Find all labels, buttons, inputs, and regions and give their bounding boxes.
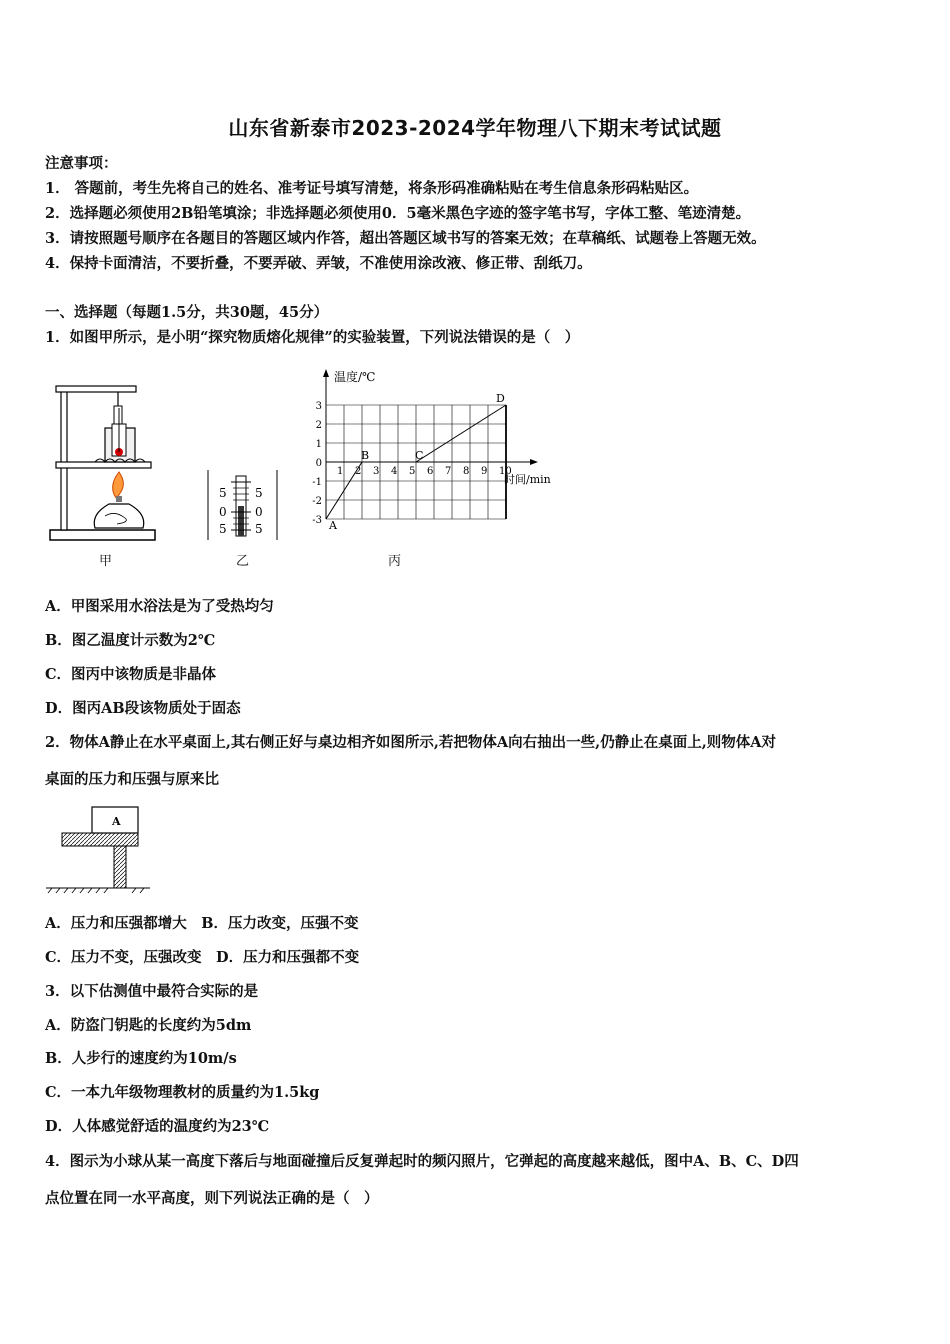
- q1-option-b: B．图乙温度计示数为2℃: [45, 632, 216, 649]
- notice-heading: 注意事项：: [45, 155, 118, 172]
- tick-right-top: 5: [255, 486, 263, 500]
- y-tick-label: 1: [315, 439, 322, 450]
- figure-caption-jia: 甲: [99, 554, 113, 569]
- x-axis-label: 时间/min: [504, 473, 551, 486]
- page-title: 山东省新泰市2023-2024学年物理八下期末考试试题: [228, 116, 722, 140]
- x-tick-label: 5: [409, 466, 416, 477]
- x-tick-label: 4: [391, 466, 398, 477]
- y-tick-label: 2: [315, 420, 322, 431]
- question-3-stem: 3．以下估测值中最符合实际的是: [45, 983, 259, 1000]
- q3-option-a: A．防盗门钥匙的长度约为5dm: [45, 1017, 252, 1034]
- x-axis-arrow: [530, 459, 538, 465]
- figure-caption-yi: 乙: [236, 554, 250, 569]
- q1-option-c: C．图丙中该物质是非晶体: [45, 666, 217, 683]
- x-tick-label: 9: [481, 466, 488, 477]
- x-tick-label: 7: [445, 466, 452, 477]
- question-1-stem: 1．如图甲所示，是小明“探究物质熔化规律”的实验装置，下列说法错误的是（ ）: [45, 329, 580, 346]
- figure-caption-bing: 丙: [388, 554, 402, 569]
- thermometer-figure: [205, 468, 280, 543]
- tick-left-bottom: 5: [219, 522, 227, 536]
- question-4-stem: 4．图示为小球从某一高度下落后与地面碰撞后反复弹起时的频闪照片，它弹起的高度越来越低，图中A、B、C、D四: [45, 1153, 799, 1170]
- y-tick-label: -2: [312, 496, 322, 507]
- y-axis-label: 温度/℃: [334, 370, 376, 384]
- apparatus-figure: [50, 378, 165, 543]
- y-tick-label: -1: [312, 477, 322, 488]
- tick-left-top: 5: [219, 486, 227, 500]
- q1-option-a: A．甲图采用水浴法是为了受热均匀: [45, 598, 274, 615]
- point-label: D: [496, 392, 505, 405]
- section-heading: 一、选择题（每题1.5分，共30题，45分）: [45, 304, 329, 321]
- y-tick-label: 3: [315, 401, 322, 412]
- notice-item: 2．选择题必须使用2B铅笔填涂；非选择题必须使用0．5毫米黑色字迹的签字笔书写，字体工整、笔迹清楚。: [45, 205, 751, 222]
- q3-option-d: D．人体感觉舒适的温度约为23℃: [45, 1118, 270, 1135]
- y-axis-arrow: [323, 369, 329, 377]
- tick-right-mid: 0: [255, 505, 263, 519]
- y-tick-label: -3: [312, 515, 322, 526]
- x-tick-label: 6: [427, 466, 434, 477]
- q3-option-b: B．人步行的速度约为10m/s: [45, 1050, 237, 1067]
- x-tick-label: 2: [355, 466, 362, 477]
- notice-item: 1． 答题前，考生先将自己的姓名、准考证号填写清楚，将条形码准确粘贴在考生信息条形码粘贴区。: [45, 180, 699, 197]
- y-tick-label: 0: [315, 458, 322, 469]
- tick-right-bottom: 5: [255, 522, 263, 536]
- point-label: C: [415, 449, 424, 462]
- x-tick-label: 8: [463, 466, 470, 477]
- question-4-stem-cont: 点位置在同一水平高度，则下列说法正确的是（ ）: [45, 1190, 379, 1207]
- point-label: A: [329, 519, 337, 532]
- x-tick-label: 10: [499, 466, 512, 477]
- question-2-stem: 2．物体A静止在水平桌面上,其右侧正好与桌边相齐如图所示,若把物体A向右抽出一些,仍静止在桌面上,则物体A对: [45, 734, 777, 751]
- x-tick-label: 1: [337, 466, 344, 477]
- notice-item: 3．请按照题号顺序在各题目的答题区域内作答，超出答题区域书写的答案无效；在草稿纸、试题卷上答题无效。: [45, 230, 766, 247]
- q3-option-c: C．一本九年级物理教材的质量约为1.5kg: [45, 1084, 320, 1101]
- point-label: B: [361, 449, 370, 462]
- temperature-time-chart: [308, 365, 578, 532]
- q2-options-row1: A．压力和压强都增大 B．压力改变，压强不变: [45, 915, 359, 932]
- q1-option-d: D．图丙AB段该物质处于固态: [45, 700, 241, 717]
- block-label: A: [112, 815, 121, 828]
- block-on-table-figure: [44, 804, 154, 894]
- q2-options-row2: C．压力不变，压强改变 D．压力和压强都不变: [45, 949, 360, 966]
- question-2-stem-cont: 桌面的压力和压强与原来比: [45, 771, 219, 788]
- x-tick-label: 3: [373, 466, 380, 477]
- tick-left-mid: 0: [219, 505, 227, 519]
- notice-item: 4．保持卡面清洁，不要折叠，不要弄破、弄皱，不准使用涂改液、修正带、刮纸刀。: [45, 255, 592, 272]
